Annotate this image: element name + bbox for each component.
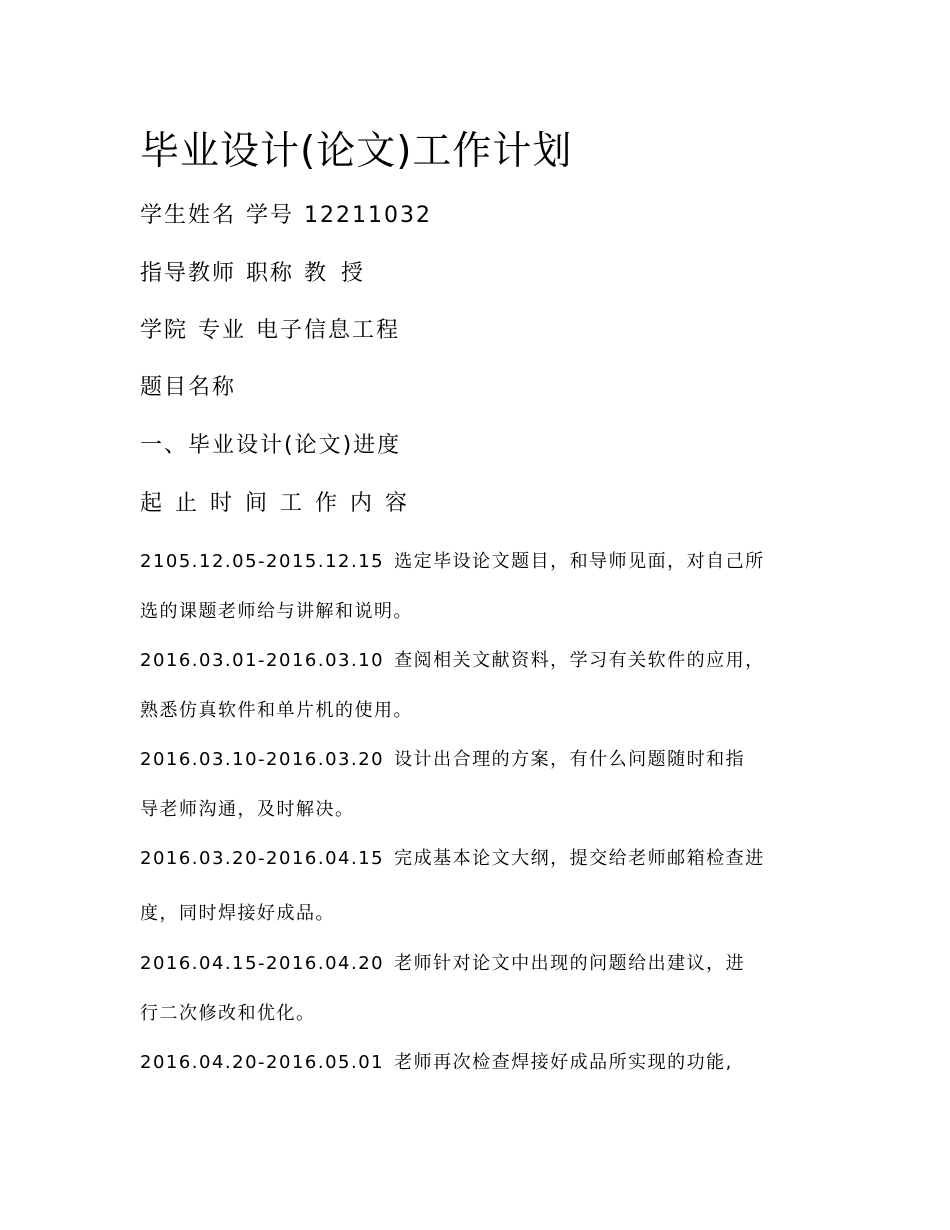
schedule-period: 2016.03.10-2016.03.20 <box>140 749 385 770</box>
schedule-text: 设计出合理的方案，有什么问题随时和指 <box>394 749 746 770</box>
advisor-label: 指导教师 <box>140 261 237 286</box>
schedule-text: 选定毕设论文题目，和导师见面，对自己所 <box>394 551 765 572</box>
college-info-row <box>140 316 400 346</box>
table-header: 起止时间工作内容 <box>140 491 421 516</box>
schedule-entry-3 <box>140 747 745 773</box>
schedule-text: 老师针对论文中出现的问题给出建议，进 <box>394 953 746 974</box>
major-value: 电子信息工程 <box>256 318 401 343</box>
schedule-entry-1 <box>140 549 765 575</box>
schedule-entry-6 <box>140 1050 733 1076</box>
schedule-text-continued: 行二次修改和优化。 <box>140 1003 316 1024</box>
advisor-info-row <box>140 259 367 289</box>
schedule-period: 2016.03.01-2016.03.10 <box>140 650 385 671</box>
student-id-value: 12211032 <box>304 203 433 228</box>
schedule-entry-2 <box>140 648 765 674</box>
schedule-text: 老师再次检查焊接好成品所实现的功能, <box>394 1052 733 1073</box>
schedule-period: 2016.04.20-2016.05.01 <box>140 1052 385 1073</box>
schedule-text-continued: 度，同时焊接好成品。 <box>140 903 335 924</box>
schedule-entry-5 <box>140 951 745 977</box>
student-info-row <box>140 201 432 231</box>
schedule-entry-4 <box>140 846 765 872</box>
schedule-period: 2016.03.20-2016.04.15 <box>140 848 385 869</box>
document-title: 毕业设计(论文)工作计划 <box>140 129 573 174</box>
section-heading: 一、毕业设计(论文)进度 <box>140 433 402 458</box>
schedule-text: 查阅相关文献资料，学习有关软件的应用， <box>394 650 765 671</box>
schedule-text-continued: 选的课题老师给与讲解和说明。 <box>140 601 413 622</box>
schedule-period: 2016.04.15-2016.04.20 <box>140 953 385 974</box>
advisor-title-value: 教 授 <box>304 261 368 286</box>
schedule-text-continued: 导老师沟通，及时解决。 <box>140 799 355 820</box>
advisor-title-label: 职称 <box>246 261 295 286</box>
student-name-label: 学生姓名 <box>140 203 237 228</box>
schedule-text-continued: 熟悉仿真软件和单片机的使用。 <box>140 700 413 721</box>
schedule-text: 完成基本论文大纲，提交给老师邮箱检查进 <box>394 848 765 869</box>
college-label: 学院 <box>140 318 189 343</box>
student-id-label: 学号 <box>246 203 295 228</box>
schedule-period: 2105.12.05-2015.12.15 <box>140 551 385 572</box>
major-label: 专业 <box>198 318 247 343</box>
topic-label: 题目名称 <box>140 375 237 400</box>
